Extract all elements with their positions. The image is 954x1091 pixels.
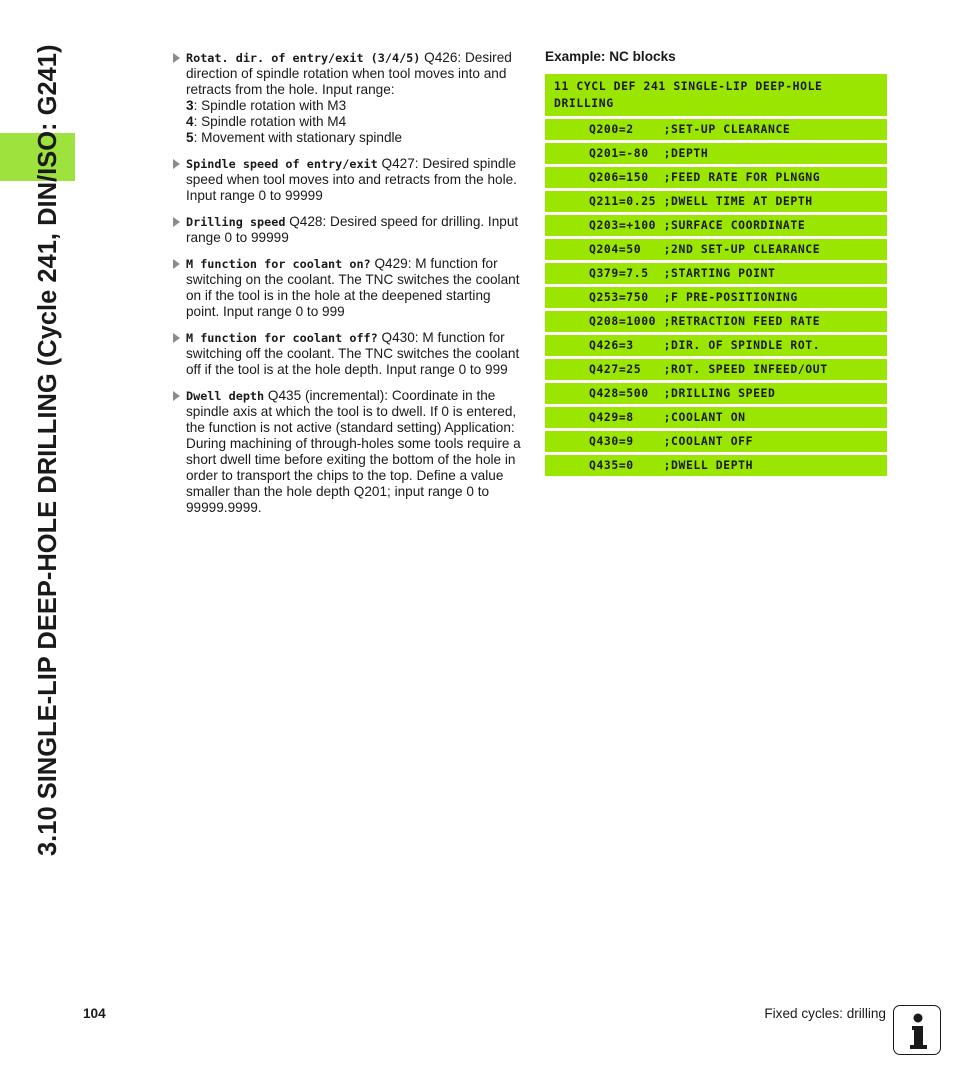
param-code: Dwell depth [186, 389, 265, 403]
parameter-list [172, 50, 524, 526]
nc-block-header: 11 CYCL DEF 241 SINGLE-LIP DEEP-HOLE DRILLING [545, 74, 887, 116]
nc-block-line: Q208=1000 ;RETRACTION FEED RATE [545, 311, 887, 332]
param-text: Q427: Desired spindle speed when tool moves into and retracts from the hole. Input range 0 to 99999 [186, 156, 517, 203]
param-code: Drilling speed [186, 215, 286, 229]
nc-block-line: Q379=7.5 ;STARTING POINT [545, 263, 887, 284]
param-code: M function for coolant on? [186, 257, 371, 271]
param-code: Spindle speed of entry/exit [186, 157, 378, 171]
nc-block-line: Q430=9 ;COOLANT OFF [545, 431, 887, 452]
param-q429 [172, 256, 524, 320]
option-line: 3: Spindle rotation with M3 [186, 98, 347, 113]
param-code: M function for coolant off? [186, 331, 378, 345]
nc-block-line: Q200=2 ;SET-UP CLEARANCE [545, 119, 887, 140]
arrow-bullet-icon [173, 53, 180, 63]
param-q435 [172, 388, 524, 516]
nc-block-line: Q427=25 ;ROT. SPEED INFEED/OUT [545, 359, 887, 380]
nc-block-line: Q426=3 ;DIR. OF SPINDLE ROT. [545, 335, 887, 356]
nc-example [545, 49, 887, 479]
nc-block-line: Q435=0 ;DWELL DEPTH [545, 455, 887, 476]
example-title: Example: NC blocks [545, 49, 676, 64]
param-text: Q426: Desired direction of spindle rotation when tool moves into and retracts from the hole. Input range: [186, 50, 512, 97]
nc-block-line: Q428=500 ;DRILLING SPEED [545, 383, 887, 404]
param-code: Rotat. dir. of entry/exit (3/4/5) [186, 51, 421, 65]
nc-block-line: Q201=-80 ;DEPTH [545, 143, 887, 164]
option-line: 5: Movement with stationary spindle [186, 130, 403, 145]
page-number: 104 [83, 1006, 106, 1021]
param-q428 [172, 214, 524, 246]
arrow-bullet-icon [173, 217, 180, 227]
param-q427 [172, 156, 524, 204]
nc-block-line: Q211=0.25 ;DWELL TIME AT DEPTH [545, 191, 887, 212]
param-q426 [172, 50, 524, 146]
arrow-bullet-icon [173, 391, 180, 401]
param-text: Q430: M function for switching off the coolant. The TNC switches the coolant off if the tool is at the hole depth. Input range 0 to 999 [186, 330, 520, 377]
arrow-bullet-icon [173, 333, 180, 343]
option-line: 4: Spindle rotation with M4 [186, 114, 347, 129]
nc-block-line: Q206=150 ;FEED RATE FOR PLNGNG [545, 167, 887, 188]
param-text: Q435 (incremental): Coordinate in the spindle axis at which the tool is to dwell. If 0 is entered, the function is not active (standard setting) Application: During machining of through-holes some tools require a short dwell time before exiting the bottom of the hole in order to transport the chips to the top. Define a value smaller than the hole depth Q201; input range 0 to 99999.9999. [186, 388, 521, 515]
arrow-bullet-icon [173, 259, 180, 269]
param-text: Q429: M function for switching on the coolant. The TNC switches the coolant on if the tool is in the hole at the deepened starting point. Input range 0 to 999 [186, 256, 520, 319]
param-q430 [172, 330, 524, 378]
nc-block-line: Q253=750 ;F PRE-POSITIONING [545, 287, 887, 308]
chapter-title: 3.10 SINGLE-LIP DEEP-HOLE DRILLING (Cycle 241, DIN/ISO: G241) [34, 44, 62, 856]
nc-block-line: Q429=8 ;COOLANT ON [545, 407, 887, 428]
arrow-bullet-icon [173, 159, 180, 169]
param-text: Q428: Desired speed for drilling. Input range 0 to 99999 [186, 214, 519, 245]
footer-section: Fixed cycles: drilling [764, 1006, 886, 1021]
info-icon [893, 1005, 941, 1055]
nc-block-line: Q203=+100 ;SURFACE COORDINATE [545, 215, 887, 236]
nc-block-line: Q204=50 ;2ND SET-UP CLEARANCE [545, 239, 887, 260]
